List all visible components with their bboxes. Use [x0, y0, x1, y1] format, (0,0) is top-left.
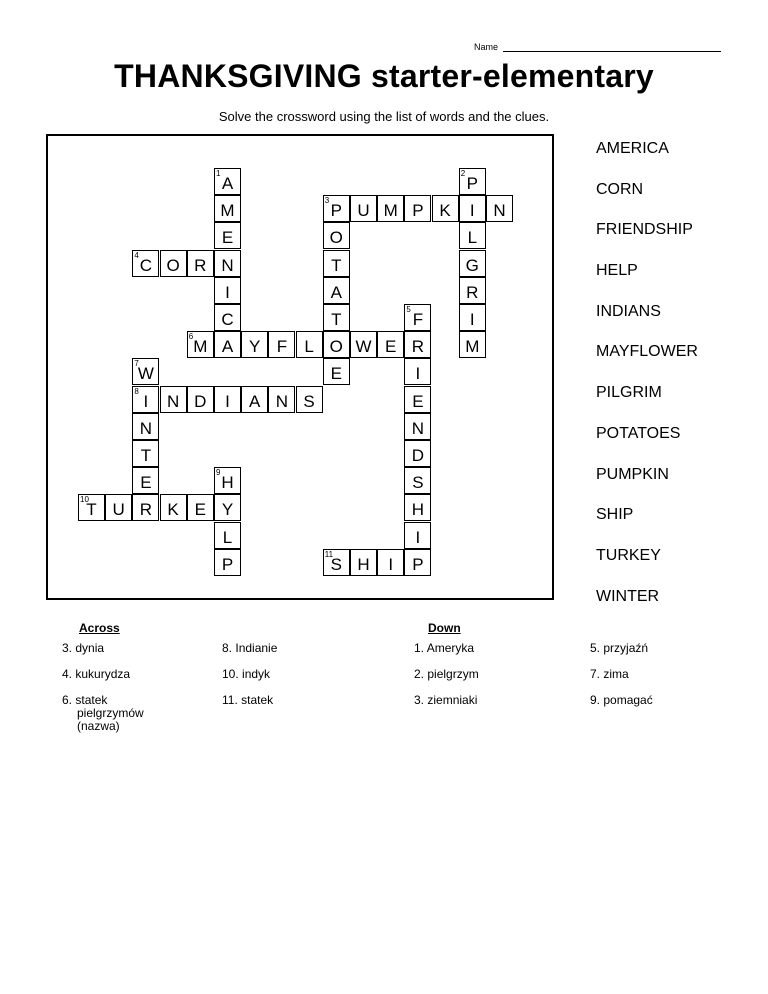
cell-letter: K — [167, 500, 179, 520]
word-list-item: POTATOES — [596, 424, 681, 442]
cell-letter: F — [276, 337, 288, 357]
cell-letter: I — [388, 554, 394, 574]
cell-letter: T — [140, 446, 152, 465]
page-subtitle: Solve the crossword using the list of words and the clues. — [218, 109, 550, 124]
cell-letter: P — [412, 554, 424, 574]
clue-item-number: 3. — [414, 693, 425, 707]
cell-letter: A — [221, 337, 234, 357]
cell-letter: R — [139, 500, 153, 520]
word-list-item: HELP — [596, 262, 638, 280]
cell-letter: N — [166, 391, 180, 411]
clue-item-number: 1. — [414, 641, 425, 655]
cell-letter: E — [385, 337, 397, 357]
cell-letter: W — [137, 364, 154, 384]
cell-letter: R — [411, 337, 425, 357]
clue-number: 4 — [134, 250, 139, 260]
clue-item — [222, 668, 352, 681]
word-list-item: FRIENDSHIP — [596, 221, 693, 239]
clue-item — [62, 694, 192, 733]
clue-item-text: statek — [241, 693, 274, 707]
clue-item — [62, 668, 192, 681]
clue-item-number: 5. — [590, 641, 601, 655]
clue-item-text: ziemniaki — [427, 693, 478, 707]
cell-letter: K — [439, 201, 451, 221]
cell-letter: U — [112, 500, 125, 520]
cell-letter: T — [331, 255, 342, 275]
cell-letter: P — [466, 174, 478, 193]
clue-item-text: indyk — [242, 667, 271, 681]
word-list-item: PUMPKIN — [596, 465, 669, 483]
cell-letter: Y — [249, 337, 261, 357]
cell-letter: I — [225, 282, 230, 302]
cell-letter: E — [412, 391, 424, 411]
clue-number: 5 — [406, 305, 411, 314]
clue-number: 1 — [216, 169, 221, 178]
clue-number: 3 — [324, 196, 330, 206]
word-list-item: MAYFLOWER — [596, 343, 698, 361]
across-heading: Across — [79, 621, 120, 635]
cell-letter: M — [465, 337, 480, 357]
clue-number: 2 — [460, 169, 466, 178]
clue-item-text: zima — [603, 667, 629, 681]
clue-item-number: 7. — [590, 667, 601, 681]
cell-letter: O — [329, 337, 343, 357]
cell-letter: D — [194, 391, 207, 411]
cell-letter: A — [249, 391, 261, 411]
clue-item — [590, 668, 720, 681]
word-list-item: SHIP — [596, 506, 634, 524]
cell-letter: N — [221, 255, 234, 275]
clue-item-continuation: pielgrzymów — [77, 706, 144, 720]
cell-letter: W — [355, 337, 372, 357]
word-list — [596, 138, 756, 626]
clue-item — [590, 642, 720, 655]
cell-letter: M — [220, 201, 235, 221]
clue-item-text: przyjaźń — [603, 641, 649, 655]
cell-letter: N — [411, 418, 425, 438]
cell-letter: L — [222, 527, 233, 547]
clue-item — [414, 694, 544, 707]
clue-item-number: 6. — [62, 693, 73, 707]
clue-item-text: kukurydza — [75, 667, 131, 681]
cell-letter: T — [331, 310, 342, 329]
cell-letter: E — [194, 500, 206, 520]
name-field[interactable] — [474, 42, 721, 52]
crossword-frame — [46, 134, 554, 600]
word-list-item: WINTER — [596, 587, 660, 605]
cell-letter: C — [139, 255, 153, 275]
cell-letter: E — [330, 364, 342, 384]
cell-letter: I — [415, 364, 421, 384]
cell-letter: P — [330, 201, 342, 221]
clue-item-number: 9. — [590, 693, 601, 707]
cell-letter: E — [140, 473, 152, 493]
cell-letter: H — [411, 500, 425, 520]
clue-item — [590, 694, 720, 707]
cell-letter: A — [330, 282, 342, 302]
cell-letter: P — [221, 554, 234, 574]
cell-letter: N — [493, 201, 506, 221]
cell-letter: O — [166, 255, 180, 275]
clue-item-number: 11. — [222, 693, 238, 707]
clue-item-text: pielgrzym — [427, 667, 479, 681]
word-list-item: AMERICA — [596, 140, 669, 157]
clue-item-number: 3. — [62, 641, 73, 655]
cell-letter: T — [86, 500, 97, 520]
cell-letter: F — [412, 310, 424, 329]
cell-letter: M — [193, 337, 208, 357]
word-list-item: CORN — [596, 180, 644, 198]
cell-letter: N — [139, 418, 153, 438]
clue-number: 7 — [134, 359, 139, 369]
clue-number: 8 — [134, 386, 139, 396]
clue-item-number: 2. — [414, 667, 425, 681]
clue-item-continuation: (nazwa) — [77, 719, 120, 733]
clue-item — [222, 642, 352, 655]
clue-item — [62, 642, 192, 655]
cell-letter: H — [221, 473, 234, 493]
cell-letter: I — [469, 201, 475, 221]
cell-letter: S — [303, 391, 315, 411]
cell-letter: S — [330, 554, 342, 574]
cell-letter: Y — [221, 500, 234, 520]
clue-item-text: statek — [75, 693, 108, 707]
clue-number: 6 — [188, 332, 194, 342]
cell-letter: D — [411, 446, 425, 465]
clue-item-text: Indianie — [235, 641, 278, 655]
cell-letter: C — [221, 310, 234, 329]
cell-letter: L — [467, 228, 478, 248]
cell-letter: M — [383, 201, 398, 221]
cell-letter: I — [415, 527, 421, 547]
down-heading: Down — [428, 621, 461, 635]
clue-item-text: pomagać — [603, 693, 653, 707]
clue-item-text: Ameryka — [426, 641, 475, 655]
clue-item-number: 4. — [62, 667, 73, 681]
word-list-item: INDIANS — [596, 302, 661, 320]
clue-item-text: dynia — [75, 641, 105, 655]
cell-letter: I — [143, 391, 149, 411]
cell-letter: U — [357, 201, 370, 221]
clue-item — [414, 668, 544, 681]
cell-letter: P — [412, 201, 424, 221]
word-list-item: TURKEY — [596, 546, 661, 564]
clue-item-number: 10. — [222, 667, 239, 681]
clue-number: 11 — [324, 549, 334, 559]
word-list-item: PILGRIM — [596, 384, 662, 402]
clue-number: 9 — [216, 468, 221, 478]
cell-letter: E — [221, 228, 234, 248]
cell-letter: N — [275, 391, 289, 411]
cell-letter: G — [465, 255, 479, 275]
clue-number: 10 — [80, 495, 89, 505]
name-label: Name — [474, 42, 499, 52]
cell-letter: I — [225, 391, 230, 411]
clue-item-number: 8. — [222, 641, 233, 655]
cell-letter: L — [304, 337, 314, 357]
cell-letter: A — [221, 174, 234, 193]
cell-letter: H — [357, 554, 370, 574]
clue-item — [222, 694, 352, 707]
cell-letter: R — [466, 282, 479, 302]
cell-letter: I — [469, 310, 475, 329]
cell-letter: R — [194, 255, 207, 275]
clue-item — [414, 642, 544, 655]
page-title: THANKSGIVING starter-elementary — [114, 58, 654, 94]
name-blank-line[interactable] — [503, 42, 721, 52]
cell-letter: O — [329, 228, 343, 248]
cell-letter: S — [412, 473, 424, 493]
